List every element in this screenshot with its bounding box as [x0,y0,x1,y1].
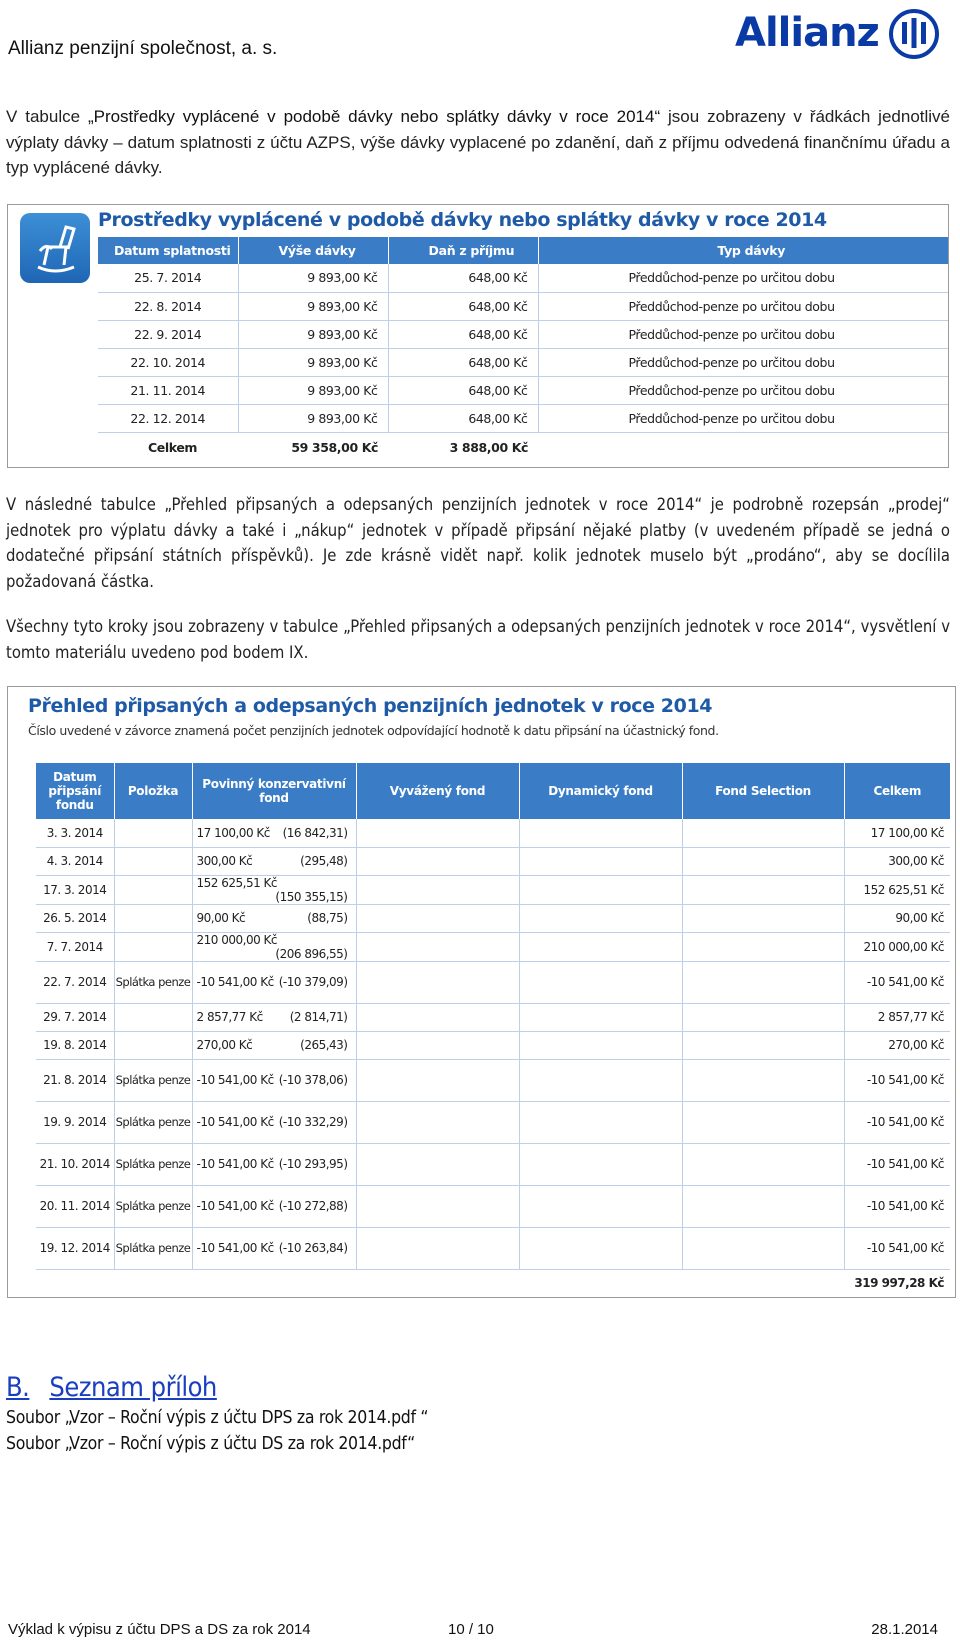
entry-item [114,819,192,847]
col-header-type: Typ dávky [538,237,948,264]
entry-date: 29. 7. 2014 [36,1003,114,1031]
company-name: Allianz penzijní společnost, a. s. [8,38,278,59]
entry-amount: 152 625,51 Kč [196,875,277,890]
fund-selection-cell [682,1031,844,1059]
payout-table-title: Prostředky vyplácené v podobě dávky nebo splátky dávky v roce 2014 [98,209,827,231]
entry-amount: -10 541,00 Kč [196,975,274,989]
entry-units: (-10 379,09) [278,975,348,989]
payout-table-figure [7,204,949,468]
dynamic-fund-cell [519,1003,682,1031]
tax: 648,00 Kč [388,264,538,292]
entry-item: Splátka penze [114,961,192,1003]
table-row [36,847,950,875]
units-table-figure [7,686,956,1298]
entry-date: 26. 5. 2014 [36,904,114,932]
conservative-fund-cell [192,875,356,904]
entry-date: 21. 8. 2014 [36,1059,114,1101]
entry-total: -10 541,00 Kč [844,1143,950,1185]
total-tax: 3 888,00 Kč [449,439,528,455]
amount: 9 893,00 Kč [238,264,388,292]
entry-date: 7. 7. 2014 [36,932,114,961]
table-row [36,961,950,1003]
amount: 9 893,00 Kč [238,404,388,432]
fund-selection-cell [682,1185,844,1227]
fund-selection-cell [682,1227,844,1269]
col-header-date: Datum připsání fondu [36,763,114,819]
table-row [36,1031,950,1059]
amount: 9 893,00 Kč [238,348,388,376]
units-table-body [36,819,950,1297]
balanced-fund-cell [356,961,519,1003]
balanced-fund-cell [356,1031,519,1059]
col-header-total: Celkem [844,763,950,819]
entry-date: 17. 3. 2014 [36,875,114,904]
balanced-fund-cell [356,1185,519,1227]
entry-total: 270,00 Kč [844,1031,950,1059]
conservative-fund-cell [192,1003,356,1031]
due-date: 22. 9. 2014 [98,320,238,348]
col-header-conservative-fund: Povinný konzervativní fond [192,763,356,819]
allianz-logo [735,8,940,60]
entry-units: (88,75) [307,911,348,925]
dynamic-fund-cell [519,1143,682,1185]
conservative-fund-cell [192,1031,356,1059]
table-row [36,819,950,847]
entry-date: 4. 3. 2014 [36,847,114,875]
fund-selection-cell [682,961,844,1003]
table-row [36,932,950,961]
footer-date: 28.1.2014 [871,1621,938,1638]
entry-total: -10 541,00 Kč [844,1185,950,1227]
benefit-type: Předdůchod-penze po určitou dobu [538,404,948,432]
table-row [98,348,948,376]
tax: 648,00 Kč [388,292,538,320]
fund-selection-cell [682,875,844,904]
dynamic-fund-cell [519,1031,682,1059]
entry-item: Splátka penze [114,1059,192,1101]
entry-amount: 210 000,00 Kč [196,932,277,947]
grand-total: 319 997,28 Kč [854,1276,944,1291]
tax: 648,00 Kč [388,404,538,432]
entry-date: 3. 3. 2014 [36,819,114,847]
benefit-type: Předdůchod-penze po určitou dobu [538,348,948,376]
table-row [36,1101,950,1143]
due-date: 21. 11. 2014 [98,376,238,404]
section-b-heading [6,1372,217,1403]
entry-units: (-10 378,06) [278,1073,348,1087]
entry-item [114,1003,192,1031]
benefit-type: Předdůchod-penze po určitou dobu [538,292,948,320]
fund-selection-cell [682,847,844,875]
entry-total: -10 541,00 Kč [844,1227,950,1269]
tax: 648,00 Kč [388,348,538,376]
col-header-dynamic-fund: Dynamický fond [519,763,682,819]
attachment-item: Soubor „Vzor – Roční výpis z účtu DPS za rok 2014.pdf “ [6,1408,429,1428]
benefit-type: Předdůchod-penze po určitou dobu [538,376,948,404]
entry-units: (265,43) [300,1038,348,1052]
entry-date: 21. 10. 2014 [36,1143,114,1185]
entry-amount: -10 541,00 Kč [196,1115,274,1129]
benefit-type: Předdůchod-penze po určitou dobu [538,264,948,292]
entry-item [114,904,192,932]
balanced-fund-cell [356,1003,519,1031]
dynamic-fund-cell [519,1101,682,1143]
balanced-fund-cell [356,875,519,904]
section-number: B. [6,1372,30,1403]
balanced-fund-cell [356,1143,519,1185]
attachment-item: Soubor „Vzor – Roční výpis z účtu DS za rok 2014.pdf“ [6,1434,415,1454]
entry-item [114,875,192,904]
payout-total-row [98,432,948,462]
entry-amount: -10 541,00 Kč [196,1199,274,1213]
entry-units: (-10 272,88) [278,1199,348,1213]
entry-date: 19. 12. 2014 [36,1227,114,1269]
rocking-chair-icon [20,213,90,283]
entry-date: 22. 7. 2014 [36,961,114,1003]
entry-item [114,1031,192,1059]
entry-total: 300,00 Kč [844,847,950,875]
grand-total-row [36,1269,950,1297]
entry-total: 90,00 Kč [844,904,950,932]
table-row [36,1003,950,1031]
fund-selection-cell [682,1003,844,1031]
dynamic-fund-cell [519,1227,682,1269]
fund-selection-cell [682,1101,844,1143]
intro-table-name: „Prostředky vyplácené v podobě dávky nebo splátky dávky v roce 2014“ [87,107,661,126]
amount: 9 893,00 Kč [238,320,388,348]
entry-amount: 90,00 Kč [196,911,246,925]
conservative-fund-cell [192,904,356,932]
entry-total: 152 625,51 Kč [844,875,950,904]
balanced-fund-cell [356,904,519,932]
table-row [98,292,948,320]
table-row [98,404,948,432]
amount: 9 893,00 Kč [238,376,388,404]
conservative-fund-cell [192,1101,356,1143]
fund-selection-cell [682,819,844,847]
dynamic-fund-cell [519,847,682,875]
units-table-title: Přehled připsaných a odepsaných penzijních jednotek v roce 2014 [28,695,713,717]
payout-table [98,237,948,462]
dynamic-fund-cell [519,961,682,1003]
table-row [98,264,948,292]
fund-selection-cell [682,904,844,932]
dynamic-fund-cell [519,875,682,904]
entry-amount: -10 541,00 Kč [196,1073,274,1087]
entry-amount: 300,00 Kč [196,854,253,868]
entry-units: (-10 263,84) [278,1241,348,1255]
conservative-fund-cell [192,961,356,1003]
due-date: 22. 12. 2014 [98,404,238,432]
entry-date: 20. 11. 2014 [36,1185,114,1227]
entry-units: (2 814,71) [289,1010,348,1024]
dynamic-fund-cell [519,1059,682,1101]
intro-paragraph [6,104,950,181]
fund-selection-cell [682,1143,844,1185]
intro-suffix: jsou zobrazeny v řádkách jednotlivé výplaty dávky – datum splatnosti z účtu AZPS, výše dávky vyplacené po zdanění, daň z příjmu odvedená finančnímu úřadu a typ vyplácené dávky. [6,107,950,177]
payout-header-row [98,237,948,264]
table-row [98,376,948,404]
entry-amount: 270,00 Kč [196,1038,253,1052]
entry-date: 19. 8. 2014 [36,1031,114,1059]
allianz-eagle-icon [888,8,940,60]
conservative-fund-cell [192,847,356,875]
conservative-fund-cell [192,1143,356,1185]
fund-selection-cell [682,932,844,961]
footer-doc-title: Výklad k výpisu z účtu DPS a DS za rok 2014 [8,1621,311,1638]
entry-units: (-10 332,29) [278,1115,348,1129]
table-row [36,1227,950,1269]
entry-item [114,847,192,875]
col-header-tax: Daň z příjmu [388,237,538,264]
col-header-due-date: Datum splatnosti [98,237,238,264]
units-table-subtitle: Číslo uvedené v závorce znamená počet penzijních jednotek odpovídající hodnotě k datu připsání na účastnický fond. [28,723,719,738]
entry-amount: 17 100,00 Kč [196,825,270,840]
entry-units: (150 355,15) [275,889,348,904]
steps-paragraph: Všechny tyto kroky jsou zobrazeny v tabulce „Přehled připsaných a odepsaných penzijních jednotek v roce 2014“, vysvětlení v tomto materiálu uvedeno pod bodem IX. [6,617,950,662]
dynamic-fund-cell [519,904,682,932]
intro-prefix: V tabulce [6,107,88,126]
footer-page-number: 10 / 10 [448,1621,494,1638]
table-row [98,320,948,348]
col-header-amount: Výše dávky [238,237,388,264]
due-date: 25. 7. 2014 [98,264,238,292]
entry-amount: -10 541,00 Kč [196,1241,274,1255]
dynamic-fund-cell [519,932,682,961]
conservative-fund-cell [192,1185,356,1227]
entry-total: -10 541,00 Kč [844,1059,950,1101]
units-header-row [36,763,950,819]
tax: 648,00 Kč [388,376,538,404]
entry-units: (295,48) [300,854,348,868]
entry-amount: 2 857,77 Kč [196,1010,263,1024]
tax: 648,00 Kč [388,320,538,348]
dynamic-fund-cell [519,819,682,847]
entry-total: 2 857,77 Kč [844,1003,950,1031]
dynamic-fund-cell [519,1185,682,1227]
entry-units: (-10 293,95) [278,1157,348,1171]
entry-item: Splátka penze [114,1227,192,1269]
balanced-fund-cell [356,932,519,961]
entry-item: Splátka penze [114,1143,192,1185]
table-row [36,1185,950,1227]
table-row [36,904,950,932]
entry-amount: -10 541,00 Kč [196,1157,274,1171]
total-label: Celkem [148,439,198,455]
amount: 9 893,00 Kč [238,292,388,320]
fund-selection-cell [682,1059,844,1101]
units-table [36,763,950,1297]
benefit-type: Předdůchod-penze po určitou dobu [538,320,948,348]
entry-item: Splátka penze [114,1101,192,1143]
conservative-fund-cell [192,819,356,847]
table-row [36,1059,950,1101]
section-title: Seznam příloh [49,1372,217,1403]
table-row [36,875,950,904]
entry-date: 19. 9. 2014 [36,1101,114,1143]
entry-total: -10 541,00 Kč [844,1101,950,1143]
balanced-fund-cell [356,847,519,875]
due-date: 22. 8. 2014 [98,292,238,320]
conservative-fund-cell [192,1227,356,1269]
entry-item [114,932,192,961]
balanced-fund-cell [356,1101,519,1143]
col-header-item: Položka [114,763,192,819]
balanced-fund-cell [356,1059,519,1101]
entry-item: Splátka penze [114,1185,192,1227]
entry-total: 210 000,00 Kč [844,932,950,961]
col-header-fund-selection: Fond Selection [682,763,844,819]
due-date: 22. 10. 2014 [98,348,238,376]
entry-units: (206 896,55) [275,946,348,961]
entry-total: -10 541,00 Kč [844,961,950,1003]
col-header-balanced-fund: Vyvážený fond [356,763,519,819]
table-row [36,1143,950,1185]
balanced-fund-cell [356,819,519,847]
conservative-fund-cell [192,1059,356,1101]
total-amount: 59 358,00 Kč [291,439,378,455]
balanced-fund-cell [356,1227,519,1269]
logo-text: Allianz [735,10,879,56]
entry-units: (16 842,31) [282,825,348,840]
units-explanation-paragraph: V následné tabulce „Přehled připsaných a odepsaných penzijních jednotek v roce 2014“ je podrobně rozepsán „prodej“ jednotek pro výplatu dávky a také i „nákup“ jednotek v případě připsání nějaké platby (v uvedeném případě se jedná o dodatečné připsání státních příspěvků). Je zde krásně vidět např. kolik jednotek muselo být „prodáno“, aby se docílila požadovaná částka. [6,495,950,591]
entry-total: 17 100,00 Kč [844,819,950,847]
conservative-fund-cell [192,932,356,961]
